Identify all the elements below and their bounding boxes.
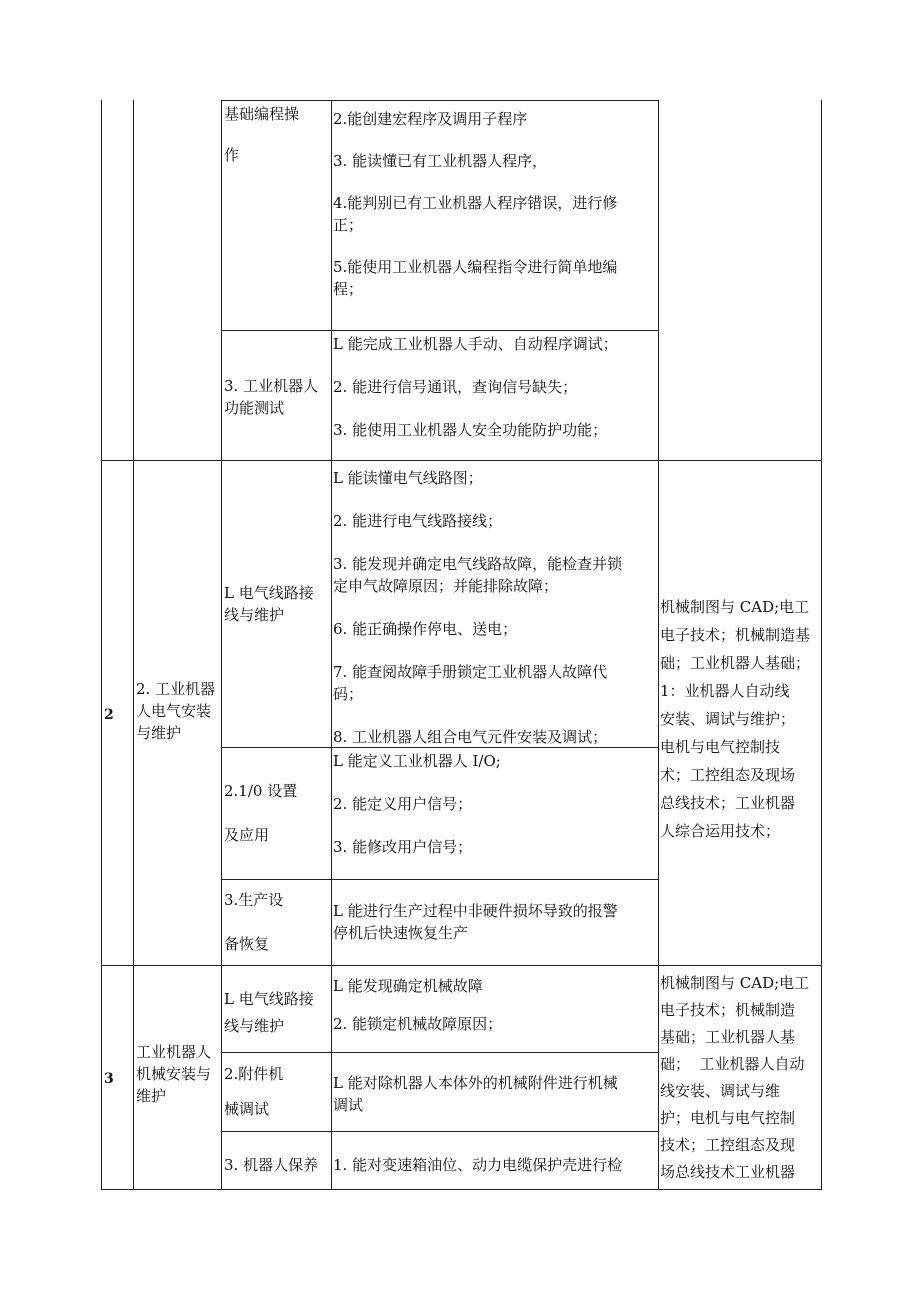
requirement-item: L 能完成工业机器人手动、自动程序调试； [333, 335, 618, 353]
task-electrical-installation: 2. 工业机器 人电气安装 与维护 [136, 680, 216, 742]
requirement-item: 5.能使用工业机器人编程指令进行简单地编 程； [333, 258, 618, 298]
requirement-item: 2. 能进行信号通讯，查询信号缺失； [333, 378, 578, 396]
requirements-electrical-wiring [333, 467, 658, 747]
requirement-item: 2. 能进行电气线路接线； [333, 512, 503, 530]
requirement-item: 6. 能正确操作停电、送电； [333, 620, 518, 638]
skill-io-settings: 2.1/0 设置 及应用 [224, 782, 298, 844]
col-divider-1 [133, 100, 134, 1190]
skill-basic-programming: 基础编程操 作 [224, 105, 300, 164]
row-line-sub1 [221, 330, 659, 331]
row-line-sub2b [221, 879, 659, 880]
requirements-mechanical-fault [333, 975, 657, 1035]
requirements-function-test [333, 333, 657, 441]
requirements-basic-programming [333, 108, 657, 300]
requirement-item: 7. 能查阅故障手册锁定工业机器人故障代 码； [333, 663, 608, 703]
skill-electrical-wiring: L 电气线路接 线与维护 [224, 584, 314, 624]
row-line-sub3b [221, 1131, 659, 1132]
requirements-io-settings [333, 750, 657, 858]
task-mechanical-installation: 工业机器人 机械安装与 维护 [136, 1043, 212, 1105]
requirements-production-recovery: L 能进行生产过程中非硬件损坏导致的报警 停机后快速恢复生产 [333, 902, 618, 942]
row-line-top [221, 100, 659, 101]
requirements-robot-maintenance: 1. 能对变速箱油位、动力电缆保护壳进行检 [333, 1156, 623, 1174]
requirement-item: 2.能创建宏程序及调用子程序 [333, 110, 528, 128]
row-line-sub2a [221, 747, 659, 748]
requirement-item: 2. 能定义用户信号； [333, 795, 473, 813]
requirement-item: L 能发现确定机械故障 [333, 977, 483, 995]
row-line-sub3a [221, 1052, 659, 1053]
requirement-item: 3. 能修改用户信号； [333, 838, 473, 856]
related-courses: 机械制图与 CAD;电工 电子技术；机械制造 基础；工业机器人基 础； 工业机器人自动 线安装、调试与维 护；电机与电气控制 技术；工控组态及现 场总线技术工业机器 [660, 974, 810, 1181]
requirement-item: 3. 能读懂已有工业机器人程序， [333, 152, 548, 170]
row-number: 3 [104, 1071, 114, 1087]
requirement-item: L 能读懂电气线路图； [333, 469, 483, 487]
requirement-item: 4.能判别已有工业机器人程序错误，进行修 正； [333, 194, 618, 234]
col-divider-3 [331, 100, 332, 1190]
requirement-item: 3. 能使用工业机器人安全功能防护功能； [333, 421, 608, 439]
col-divider-4 [658, 100, 659, 1190]
row-line-2 [101, 460, 822, 461]
skill-production-recovery: 3.生产设 备恢复 [224, 891, 284, 953]
requirement-item: 8. 工业机器人组合电气元件安装及调试； [333, 728, 608, 746]
table-border-bottom [101, 1189, 822, 1190]
skill-attachment-debug: 2.附件机 械调试 [224, 1065, 284, 1118]
skill-mechanical-fault: L 电气线路接 线与维护 [224, 990, 314, 1035]
skill-robot-maintenance: 3. 机器人保养 [224, 1156, 319, 1174]
requirement-item: 3. 能发现并确定电气线路故障，能检查并锁 定申气故障原因；并能排除故障； [333, 555, 623, 595]
col-divider-2 [221, 100, 222, 1190]
requirement-item: L 能定义工业机器人 I/O; [333, 752, 501, 770]
row-line-3 [101, 965, 822, 966]
requirements-attachment-debug: L 能对除机器人本体外的机械附件进行机械 调试 [333, 1074, 618, 1114]
skill-function-test: 3. 工业机器人 功能测试 [224, 377, 319, 417]
related-courses: 机械制图与 CAD;电工 电子技术；机械制造基 础；工业机器人基础； 1：业机器人自动线 安装、调试与维护； 电机与电气控制技 术；工控组态及现场 总线技术；工业机器 人综合运用技术； [660, 598, 811, 840]
table-border-left [101, 100, 102, 1190]
requirement-item: 2. 能锁定机械故障原因； [333, 1015, 503, 1033]
row-number: 2 [104, 707, 114, 723]
